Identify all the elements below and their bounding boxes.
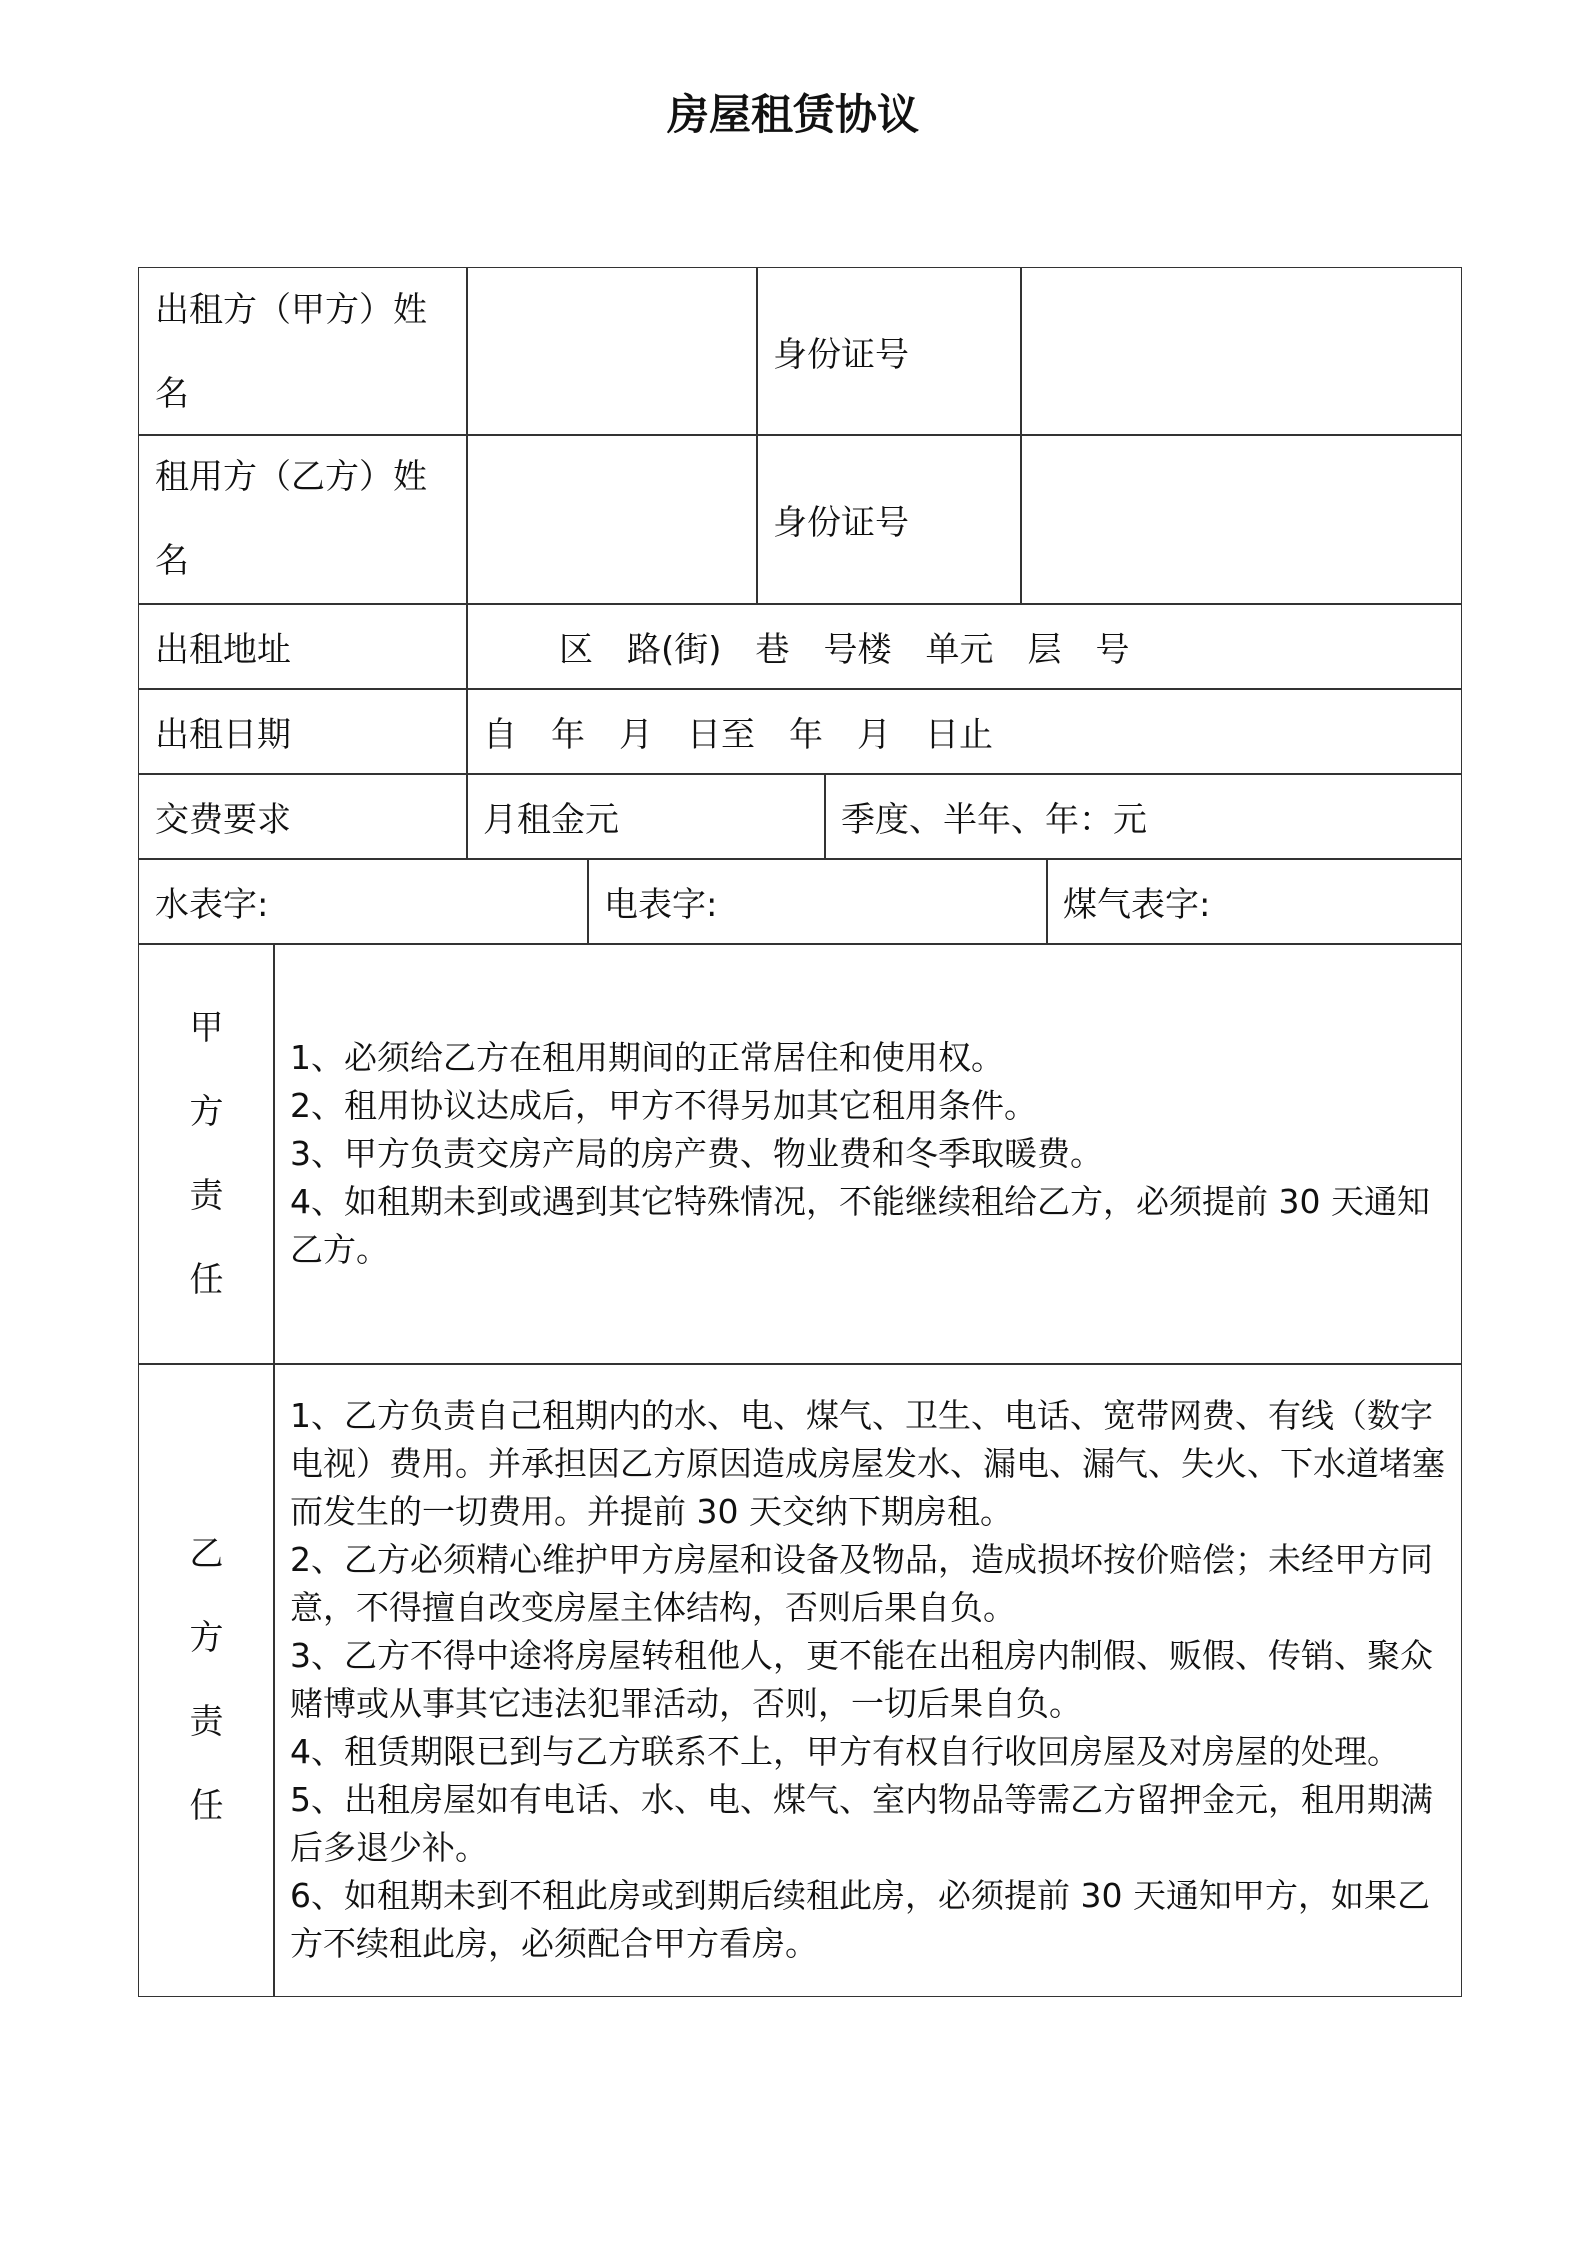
- list-item: 3、甲方负责交房产局的房产费、物业费和冬季取暖费。: [290, 1134, 1103, 1173]
- electric-meter-field[interactable]: 电表字:: [587, 858, 1048, 945]
- list-item: 4、租赁期限已到与乙方联系不上，甲方有权自行收回房屋及对房屋的处理。: [290, 1732, 1400, 1771]
- label-char: 任: [189, 1260, 224, 1300]
- label-char: 责: [189, 1702, 224, 1742]
- party-a-responsibilities: [273, 943, 1462, 1365]
- lessor-name-label: 出租方（甲方）姓名: [138, 267, 468, 436]
- other-rent-field[interactable]: 季度、半年、年：元: [824, 773, 1462, 860]
- document-title: 房屋租赁协议: [666, 90, 919, 139]
- lessee-name-label: 租用方（乙方）姓名: [138, 434, 468, 605]
- lessor-id-field[interactable]: [1020, 267, 1462, 436]
- payment-label: 交费要求: [138, 773, 468, 860]
- label-char: 任: [189, 1786, 224, 1826]
- list-item: 3、乙方不得中途将房屋转租他人，更不能在出租房内制假、贩假、传销、聚众赌博或从事其它违法犯罪活动，否则，一切后果自负。: [290, 1636, 1433, 1723]
- list-item: 2、乙方必须精心维护甲方房屋和设备及物品，造成损坏按价赔偿；未经甲方同意，不得擅自改变房屋主体结构，否则后果自负。: [290, 1540, 1433, 1627]
- list-item: 6、如租期未到不租此房或到期后续租此房，必须提前 30 天通知甲方，如果乙方不续租此房，必须配合甲方看房。: [290, 1876, 1430, 1963]
- party-a-label: [138, 943, 275, 1365]
- party-b-responsibilities: [273, 1363, 1462, 1997]
- list-item: 2、租用协议达成后，甲方不得另加其它租用条件。: [290, 1086, 1037, 1125]
- list-item: 4、如租期未到或遇到其它特殊情况，不能继续租给乙方，必须提前 30 天通知乙方。: [290, 1182, 1430, 1269]
- gas-meter-field[interactable]: 煤气表字:: [1046, 858, 1462, 945]
- label-char: 方: [189, 1092, 224, 1132]
- lessee-name-field[interactable]: [466, 434, 758, 605]
- label-char: 甲: [189, 1008, 224, 1048]
- date-field[interactable]: 自 年 月 日至 年 月 日止: [466, 688, 1462, 775]
- lessor-name-field[interactable]: [466, 267, 758, 436]
- lessee-id-field[interactable]: [1020, 434, 1462, 605]
- water-meter-field[interactable]: 水表字:: [138, 858, 589, 945]
- address-label: 出租地址: [138, 603, 468, 690]
- label-char: 乙: [189, 1534, 224, 1574]
- list-item: 5、出租房屋如有电话、水、电、煤气、室内物品等需乙方留押金元，租用期满后多退少补。: [290, 1780, 1433, 1867]
- party-b-label: [138, 1363, 275, 1997]
- monthly-rent-field[interactable]: 月租金元: [466, 773, 826, 860]
- label-char: 责: [189, 1176, 224, 1216]
- label-char: 方: [189, 1618, 224, 1658]
- list-item: 1、乙方负责自己租期内的水、电、煤气、卫生、电话、宽带网费、有线（数字电视）费用。并承担因乙方原因造成房屋发水、漏电、漏气、失火、下水道堵塞而发生的一切费用。并提前 30 天交纳下期房租。: [290, 1396, 1445, 1531]
- date-label: 出租日期: [138, 688, 468, 775]
- address-field[interactable]: 区 路(街) 巷 号楼 单元 层 号: [466, 603, 1462, 690]
- list-item: 1、必须给乙方在租用期间的正常居住和使用权。: [290, 1038, 1004, 1077]
- lessee-id-label: 身份证号: [756, 434, 1022, 605]
- lessor-id-label: 身份证号: [756, 267, 1022, 436]
